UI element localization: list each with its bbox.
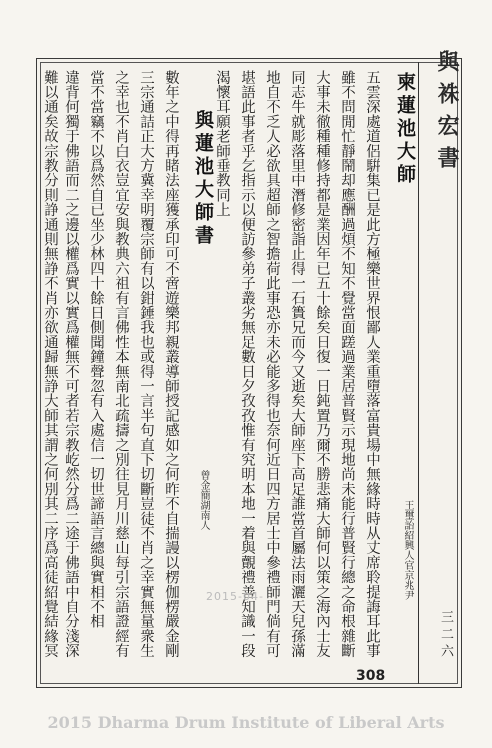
date-stamp: 2015-04- — [206, 590, 264, 603]
letter1-line-1: 五雲深處道侶騈集已是此方極樂世界恨鄙人業重墮落富貴場中無緣時時从丈席聆提誨耳此事 — [364, 70, 380, 658]
recipient-note: 王璽詒紹興人官京兆尹 — [402, 500, 413, 600]
page-number: 308 — [356, 668, 386, 684]
side-title: 與袾宏書 — [434, 50, 460, 178]
letter2-line-6: 難以通矣故宗教分則諍通則無諍不肖亦欲通歸無諍大師其謂之何別其二序爲高徒紹覺結緣冥 — [42, 70, 58, 658]
letter2-line-1: 數年之中得再睹法座獲承印可不啻遊樂邦親叢導師授記感如之何昨不自揣謾以楞伽楞嚴金剛 — [163, 70, 179, 658]
letter1-line-7: 渴懷耳願老師垂教同上 — [214, 70, 230, 217]
letter1-line-2: 雖不問閒忙靜鬧却應酬過煩不知不覺當面蹉過業居普賢示現地尚未能行普賢行總之命根雜斷 — [339, 70, 355, 658]
page-marker: 三二六 — [438, 610, 453, 661]
letter1-line-5: 地自不乏人必欲具超師之智擔荷此事恐亦未必能多得也奈何近日四方居士中參禮師門倘有可 — [264, 70, 280, 658]
letter2-line-5: 違背何獨于佛語而二之邊以權爲實以實爲權無不可者若宗教屹然分爲二途于佛語中自分淺深 — [63, 70, 79, 658]
letter2-line-4: 當不當竊不以爲然自已坐少林四十餘日側聞鐘聲忽有入處信一切世諦語言總與實相不相 — [88, 70, 104, 629]
letter2-line-2: 三宗通詰正大方冀幸明覆宗師有以鉗錘我也或得一言半句直下切斷豈徒不肖之幸實無量衆生 — [138, 70, 154, 658]
letter1-line-4: 同志牛就彫落里中潛修密詣止得一石簣兄而今又逝矣大師座下高足誰當首屬法雨灑天兒孫滿 — [289, 70, 305, 658]
letter2-heading: 與蓮池大師書 — [192, 110, 214, 248]
watermark: 2015 Dharma Drum Institute of Liberal Arts — [47, 713, 445, 732]
letter2-line-3: 之幸也不肖白衣豈宜安與教典六祖有言佛性本無南北疏擣之別往見月川慈山每引宗語證經有 — [113, 70, 129, 658]
letter1-line-3: 大事未徹種種修持都是業因年已五十餘矣日復一日鈍置乃爾不勝悲痛大師何以策之海內士友 — [314, 70, 330, 658]
letter1-line-6: 堪語此事者乎乞指示以便訪參弟子叢劣無足數日夕孜孜惟有究明本地一着與覿禮善知識一段 — [239, 70, 255, 658]
letter2-signature: 曾金簡湖南人 — [198, 470, 209, 530]
letter1-heading: 柬蓮池大師 — [394, 72, 416, 187]
